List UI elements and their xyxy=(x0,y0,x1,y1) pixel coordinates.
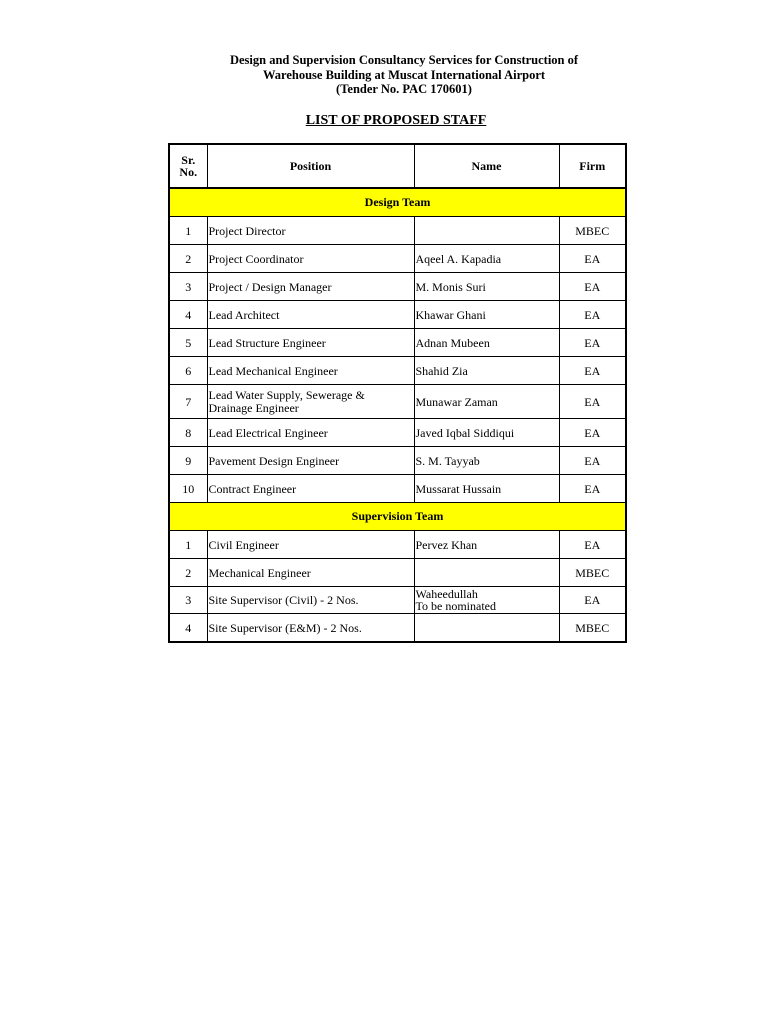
cell-name: S. M. Tayyab xyxy=(414,447,559,475)
cell-firm: MBEC xyxy=(559,614,626,643)
cell-name: Adnan Mubeen xyxy=(414,329,559,357)
table-row xyxy=(169,475,626,503)
cell-name: Mussarat Hussain xyxy=(414,475,559,503)
cell-sr-no: 6 xyxy=(169,357,207,385)
cell-position: Mechanical Engineer xyxy=(207,559,414,587)
header-line-3: (Tender No. PAC 170601) xyxy=(336,82,472,96)
cell-sr-no: 1 xyxy=(169,531,207,559)
cell-firm: EA xyxy=(559,301,626,329)
section-label-design-team: Design Team xyxy=(169,188,626,217)
cell-position: Lead Electrical Engineer xyxy=(207,419,414,447)
header-line-1: Design and Supervision Consultancy Services for Construction of xyxy=(229,53,579,67)
cell-position: Lead Architect xyxy=(207,301,414,329)
cell-firm: EA xyxy=(559,329,626,357)
table-row xyxy=(169,385,626,419)
header-sr-no xyxy=(169,144,207,188)
cell-name-line1: Waheedullah xyxy=(415,586,478,601)
cell-sr-no: 10 xyxy=(169,475,207,503)
table-row xyxy=(169,447,626,475)
cell-name: Javed Iqbal Siddiqui xyxy=(414,419,559,447)
cell-firm: EA xyxy=(559,475,626,503)
cell-sr-no: 2 xyxy=(169,559,207,587)
cell-sr-no: 9 xyxy=(169,447,207,475)
cell-firm: EA xyxy=(559,419,626,447)
cell-name xyxy=(414,217,559,245)
header-line-2: Warehouse Building at Muscat International Airport xyxy=(262,67,546,82)
cell-position: Pavement Design Engineer xyxy=(207,447,414,475)
cell-position: Site Supervisor (Civil) - 2 Nos. xyxy=(207,587,414,614)
cell-firm: EA xyxy=(559,531,626,559)
cell-sr-no: 4 xyxy=(169,614,207,643)
table-row xyxy=(169,301,626,329)
cell-position-line2: Drainage Engineer xyxy=(208,400,299,415)
cell-sr-no: 2 xyxy=(169,245,207,273)
cell-sr-no: 7 xyxy=(169,385,207,419)
cell-position xyxy=(207,385,414,419)
cell-sr-no: 4 xyxy=(169,301,207,329)
cell-firm: EA xyxy=(559,447,626,475)
cell-name: Khawar Ghani xyxy=(414,301,559,329)
table-row xyxy=(169,587,626,614)
list-title: LIST OF PROPOSED STAFF xyxy=(305,113,487,128)
cell-sr-no: 3 xyxy=(169,587,207,614)
document-header xyxy=(0,53,768,97)
cell-firm: MBEC xyxy=(559,217,626,245)
cell-position-line1: Lead Water Supply, Sewerage & xyxy=(208,388,365,402)
table-row xyxy=(169,357,626,385)
cell-sr-no: 3 xyxy=(169,273,207,301)
table-header-row xyxy=(169,144,626,188)
header-firm: Firm xyxy=(559,144,626,188)
cell-name xyxy=(414,559,559,587)
table-row xyxy=(169,531,626,559)
cell-position: Lead Mechanical Engineer xyxy=(207,357,414,385)
cell-firm: EA xyxy=(559,587,626,614)
cell-position: Civil Engineer xyxy=(207,531,414,559)
cell-sr-no: 1 xyxy=(169,217,207,245)
cell-name-line2: To be nominated xyxy=(415,599,496,613)
cell-firm: EA xyxy=(559,245,626,273)
cell-name xyxy=(414,614,559,643)
header-name: Name xyxy=(414,144,559,188)
cell-firm: EA xyxy=(559,273,626,301)
cell-position: Site Supervisor (E&M) - 2 Nos. xyxy=(207,614,414,643)
header-sr-no-line1: Sr. xyxy=(181,152,196,167)
header-sr-no-line2: No. xyxy=(179,165,198,179)
cell-firm: EA xyxy=(559,357,626,385)
table-row xyxy=(169,217,626,245)
cell-name: Munawar Zaman xyxy=(414,385,559,419)
table-row xyxy=(169,245,626,273)
cell-sr-no: 8 xyxy=(169,419,207,447)
cell-sr-no: 5 xyxy=(169,329,207,357)
cell-position: Project Director xyxy=(207,217,414,245)
cell-name: Pervez Khan xyxy=(414,531,559,559)
table-row xyxy=(169,273,626,301)
cell-name: M. Monis Suri xyxy=(414,273,559,301)
cell-position: Project Coordinator xyxy=(207,245,414,273)
header-position: Position xyxy=(207,144,414,188)
cell-name: Aqeel A. Kapadia xyxy=(414,245,559,273)
table-row xyxy=(169,419,626,447)
cell-position: Contract Engineer xyxy=(207,475,414,503)
table-row xyxy=(169,559,626,587)
cell-name: Shahid Zia xyxy=(414,357,559,385)
section-row-supervision-team xyxy=(169,503,626,531)
section-label-supervision-team: Supervision Team xyxy=(169,503,626,531)
cell-name xyxy=(414,587,559,614)
staff-table xyxy=(168,143,627,643)
section-row-design-team xyxy=(169,188,626,217)
table-row xyxy=(169,614,626,643)
cell-firm: EA xyxy=(559,385,626,419)
cell-position: Lead Structure Engineer xyxy=(207,329,414,357)
cell-firm: MBEC xyxy=(559,559,626,587)
cell-position: Project / Design Manager xyxy=(207,273,414,301)
table-row xyxy=(169,329,626,357)
